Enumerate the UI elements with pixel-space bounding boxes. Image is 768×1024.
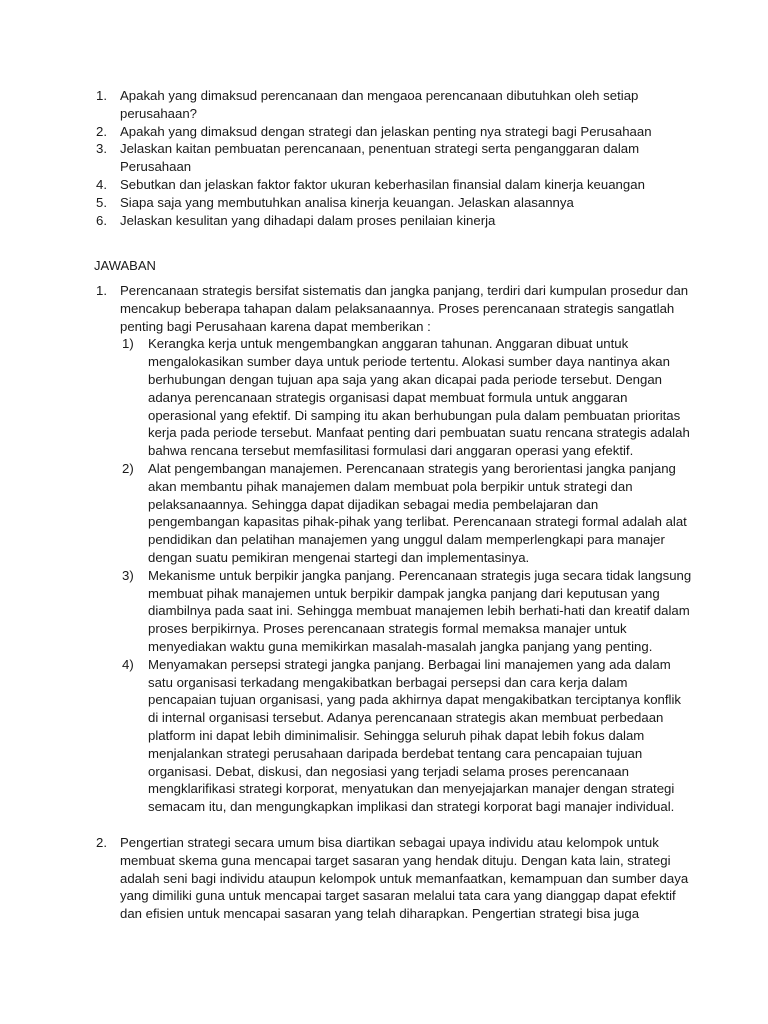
point-text: Mekanisme untuk berpikir jangka panjang. Perencanaan strategis juga secara tidak langsung membuat pihak manajemen untuk berpikir dampak jangka panjang dari keputusan yang diambilnya pada saat ini. Sehingga membuat manajemen lebih berhati-hati dan kreatif dalam proses berpikirnya. Proses perencanaan strategis formal memaksa manajer untuk menyediakan waktu guna memikirkan masalah-masalah jangka panjang yang penting. bbox=[148, 567, 692, 654]
sub-list-item bbox=[120, 460, 692, 567]
question-list bbox=[92, 87, 692, 229]
sub-item-number: 1) bbox=[122, 336, 134, 352]
item-number: 5. bbox=[96, 194, 107, 210]
sub-list-item bbox=[120, 335, 692, 460]
list-item bbox=[92, 140, 692, 176]
item-number: 4. bbox=[96, 176, 107, 192]
sub-item-number: 3) bbox=[122, 567, 134, 583]
answer-list bbox=[92, 282, 692, 923]
list-item bbox=[92, 834, 692, 923]
answers-heading: JAWABAN bbox=[94, 258, 156, 273]
item-number: 2. bbox=[96, 123, 107, 139]
question-text: Siapa saja yang membutuhkan analisa kinerja keuangan. Jelaskan alasannya bbox=[120, 194, 574, 210]
sub-list-item bbox=[120, 656, 692, 816]
answer-intro: Perencanaan strategis bersifat sistematis dan jangka panjang, terdiri dari kumpulan prosedur dan mencakup beberapa tahapan dalam pelaksanaannya. Proses perencanaan strategis sangatlah penting bagi Perusahaan karena dapat memberikan : bbox=[120, 283, 689, 334]
item-number: 3. bbox=[96, 141, 107, 157]
list-item bbox=[92, 212, 692, 230]
item-number: 1. bbox=[96, 283, 107, 298]
list-item bbox=[92, 194, 692, 212]
question-text: Apakah yang dimaksud perencanaan dan mengaoa perencanaan dibutuhkan oleh setiap perusahaan? bbox=[120, 88, 639, 121]
list-item bbox=[92, 87, 692, 123]
item-number: 2. bbox=[96, 834, 107, 850]
point-text: Menyamakan persepsi strategi jangka panjang. Berbagai lini manajemen yang ada dalam satu organisasi terkadang mengakibatkan berbagai persepsi dan cara kerja dalam pencapaian tujuan organisasi, yang pada akhirnya dapat mengakibatkan terciptanya konflik di internal organisasi tersebut. Adanya perencanaan strategis akan membuat perbedaan platform ini dapat lebih diminimalisir. Sehingga seluruh pihak dapat lebih fokus dalam menjalankan strategi perusahaan daripada berdebat tentang cara pencapaian tujuan organisasi. Debat, diskusi, dan negosiasi yang terjadi selama proses perencanaan mengklarifikasi strategi korporat, menyatukan dan menyejajarkan manajer dengan strategi semacam itu, dan mengungkapkan implikasi dan strategi korporat bagi manajer individual. bbox=[148, 656, 681, 815]
answer-intro: Pengertian strategi secara umum bisa diartikan sebagai upaya individu atau kelompok untuk membuat skema guna mencapai target sasaran yang hendak dituju. Dengan kata lain, strategi adalah seni bagi individu ataupun kelompok untuk memanfaatkan, kemampuan dan sumber daya yang dimiliki guna untuk mencapai target sasaran melalui tata cara yang dianggap dapat efektif dan efisien untuk mencapai sasaran yang telah diharapkan. Pengertian strategi bisa juga bbox=[120, 834, 689, 922]
question-text: Jelaskan kesulitan yang dihadapi dalam proses penilaian kinerja bbox=[120, 212, 496, 228]
question-text: Jelaskan kaitan pembuatan perencanaan, penentuan strategi serta penganggaran dalam Perusahaan bbox=[120, 141, 640, 175]
question-text: Apakah yang dimaksud dengan strategi dan jelaskan penting nya strategi bagi Perusahaan bbox=[120, 123, 652, 139]
sub-item-number: 2) bbox=[122, 460, 134, 476]
list-item bbox=[92, 123, 692, 141]
item-number: 1. bbox=[96, 88, 107, 103]
sub-list-item bbox=[120, 567, 692, 656]
point-text: Kerangka kerja untuk mengembangkan anggaran tahunan. Anggaran dibuat untuk mengalokasikan sumber daya untuk periode tertentu. Alokasi sumber daya nantinya akan berhubungan dengan tujuan apa saja yang akan dicapai pada periode tersebut. Dengan adanya perencanaan strategis organisasi dapat membuat formula untuk anggaran operasional yang efektif. Di samping itu akan berhubungan pula dalam pembuatan prioritas kerja pada periode tersebut. Manfaat penting dari pembuatan suatu rencana strategis adalah bahwa rencana tersebut memfasilitasi formulasi dari anggaran operasi yang efektif. bbox=[148, 336, 690, 459]
point-text: Alat pengembangan manajemen. Perencanaan strategis yang berorientasi jangka panjang akan membantu pihak manajemen dalam membuat pola berpikir untuk strategi dan pelaksanaannya. Sehingga dapat dijadikan sebagai media pembelajaran dan pengembangan kapasitas pihak-pihak yang terlibat. Perencanaan strategi formal adalah alat pendidikan dan pelatihan manajemen yang unggul dalam memperlengkapi para manajer dengan suatu pemikiran mengenai startegi dan implementasinya. bbox=[148, 460, 687, 565]
list-item bbox=[92, 176, 692, 194]
spacer bbox=[92, 816, 692, 834]
item-number: 6. bbox=[96, 212, 107, 228]
sub-list bbox=[120, 335, 692, 816]
list-item bbox=[92, 282, 692, 816]
question-text: Sebutkan dan jelaskan faktor faktor ukuran keberhasilan finansial dalam kinerja keuangan bbox=[120, 176, 645, 192]
sub-item-number: 4) bbox=[122, 656, 134, 672]
